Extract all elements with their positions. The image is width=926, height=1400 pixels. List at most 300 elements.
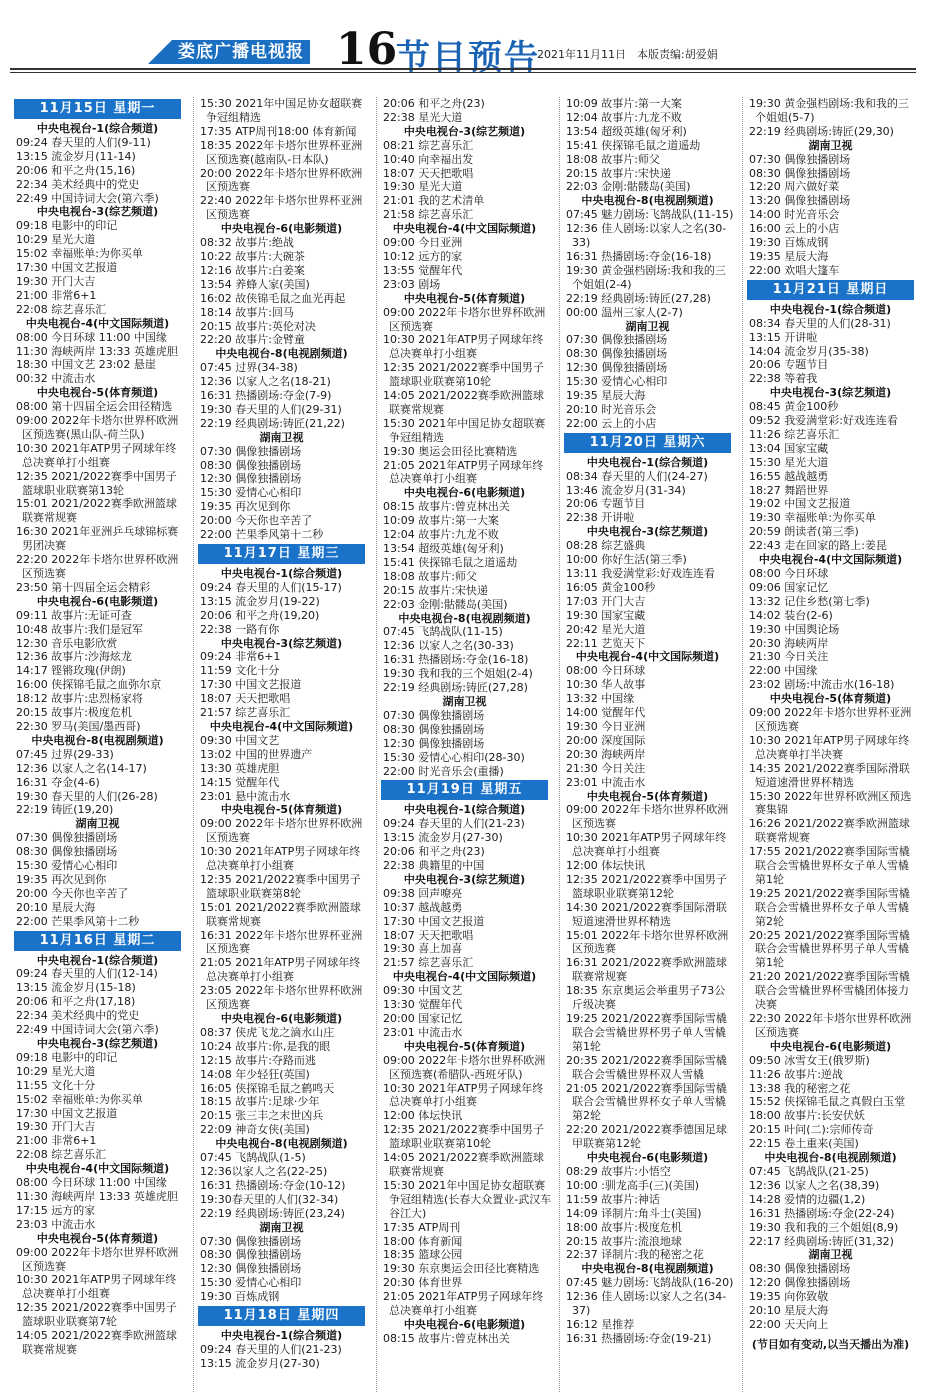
program-listing: 14:05 2021/2022赛季欧洲篮球联赛常规赛 — [16, 1329, 177, 1356]
program-listing: 13:32 记住乡愁(第七季) — [749, 594, 870, 608]
program-listing: 21:30 今日关注 — [566, 761, 646, 775]
program-listing: 14:35 2021/2022赛季国际滑联短道速滑世界杯精选 — [749, 761, 910, 789]
program-listing: 09:24 春天里的人们(21-23) — [383, 817, 525, 831]
program-listing: 18:00 故事片:极度危机 — [566, 1220, 682, 1234]
program-listing: 10:40 向幸福出发 — [383, 152, 474, 166]
program-listing: 00:32 中流击水 — [16, 372, 96, 386]
channel-heading: 中央电视台-8(电视剧频道) — [764, 1151, 897, 1165]
program-listing: 13:04 国家宝藏 — [749, 441, 829, 455]
program-listing: 09:00 2022年卡塔尔世界杯亚洲区预选赛 — [749, 706, 912, 733]
program-listing: 20:59 朗读者(第三季) — [749, 525, 859, 539]
program-listing: 19:30 开门大吉 — [16, 1120, 96, 1134]
program-listing: 10:30 2021年ATP男子网球年终总决赛单打小组赛 — [16, 441, 177, 469]
program-listing: 22:09 神奇女侠(美国) — [200, 1123, 310, 1137]
program-listing: 20:30 海峡两岸 — [566, 747, 646, 761]
program-listing: 22:38 星光大道 — [383, 110, 463, 124]
program-listing: 19:30 奥运会田径比赛精选 — [383, 444, 518, 458]
program-listing: 15:01 2022年卡塔尔世界杯欧洲区预选赛 — [566, 928, 729, 956]
program-listing: 20:10 时光音乐会 — [566, 402, 657, 416]
program-listing: 09:30 中国文艺 — [383, 984, 463, 998]
program-listing: 15:30 爱情心心相印 — [566, 375, 668, 389]
channel-heading: 中央电视台-1(综合频道) — [769, 302, 892, 316]
program-listing: 10:09 故事片:第一大案 — [383, 514, 499, 528]
program-listing: 17:55 2021/2022赛季国际雪橇联合会雪橇世界杯女子单人雪橇第1轮 — [749, 845, 910, 886]
program-listing: 16:31 夺金(4-6) — [16, 775, 100, 789]
program-listing: 20:15 张三丰之末世凶兵 — [200, 1109, 324, 1123]
program-listing: 18:14 故事片:回马 — [200, 305, 294, 319]
program-listing: 12:30 偶像独播剧场 — [200, 1262, 302, 1276]
program-listing: 16:31 2022年卡塔尔世界杯亚洲区预选赛 — [200, 928, 363, 956]
program-listing: 07:45 魅力剧场:飞鹄战队(16-20) — [566, 1276, 734, 1290]
schedule-note: (节目如有变动,以当天播出为准) — [751, 1337, 910, 1351]
program-listing: 09:24 春天里的人们(9-11) — [16, 135, 151, 149]
program-listing: 20:35 2021/2022赛季国际雪橇联合会雪橇世界杯双人雪橇 — [566, 1053, 727, 1081]
program-listing: 07:30 偶像独播剧场 — [566, 333, 668, 347]
program-listing: 20:15 故事片:英伦对决 — [200, 319, 316, 333]
program-listing: 14:00 觉醒年代 — [566, 706, 646, 720]
program-listing: 21:05 2021/2022赛季国际雪橇联合会雪橇世界杯女子单人雪橇第2轮 — [566, 1081, 727, 1123]
program-listing: 22:15 卷土重来(美国) — [749, 1137, 859, 1151]
program-listing: 10:30 2021年ATP男子网球年终总决赛单打小组赛 — [383, 1081, 544, 1109]
program-listing: 08:00 今日环球 11:00 中国缘 — [16, 330, 167, 344]
program-listing: 08:30 偶像独播剧场 — [383, 722, 485, 736]
schedule-column — [376, 97, 552, 1392]
program-listing: 10:00 :驯龙高手(三)(美国) — [566, 1178, 700, 1192]
program-listing: 19:35 星辰大海 — [566, 389, 646, 403]
program-listing: 19:30 喜上加喜 — [383, 942, 463, 956]
schedule-column — [559, 97, 735, 1392]
channel-heading: 中央电视台-3(综艺频道) — [403, 872, 526, 886]
program-listing: 14:09 译制片:角斗士(美国) — [566, 1206, 702, 1220]
program-listing: 16:05 侠探锦毛鼠之鹤鸣天 — [200, 1081, 335, 1095]
channel-heading: 湖南卫视 — [259, 430, 304, 444]
program-listing: 22:20 2022年卡塔尔世界杯欧洲区预选赛 — [16, 553, 179, 580]
channel-heading: 中央电视台-3(综艺频道) — [220, 636, 343, 650]
program-listing: 10:30 2021年ATP男子网球年终总决赛单打小组赛 — [383, 333, 544, 361]
program-listing: 09:50 冰雪女王(俄罗斯) — [749, 1053, 870, 1067]
channel-heading: 中央电视台-6(电影频道) — [220, 1012, 343, 1025]
program-listing: 21:05 2021年ATP男子网球年终总决赛单打小组赛 — [383, 458, 544, 486]
program-listing: 15:41 侠探锦毛鼠之道遥劫 — [566, 138, 701, 152]
program-listing: 12:00 体坛快讯 — [566, 859, 646, 873]
program-listing: 18:00 体育新闻 — [383, 1234, 463, 1248]
channel-heading: 中央电视台-5(体育频道) — [586, 789, 709, 803]
channel-heading: 中央电视台-1(综合频道) — [220, 1329, 343, 1343]
program-listing: 23:03 剧场 — [383, 277, 441, 291]
channel-heading: 中央电视台-8(电视剧频道) — [581, 1262, 714, 1276]
program-listing: 12:04 故事片:九龙不败 — [383, 528, 499, 542]
program-listing: 07:30 偶像独播剧场 — [749, 152, 851, 166]
program-listing: 11:26 故事片:逆战 — [749, 1067, 843, 1081]
program-listing: 22:34 美术经典中的党史 — [16, 1009, 140, 1023]
program-listing: 11:59 文化十分 — [200, 664, 280, 678]
program-listing: 11:59 故事片:神话 — [566, 1192, 660, 1206]
program-listing: 17:30 中国文艺报道 — [383, 914, 485, 928]
day-header: 11月20日 星期六 — [564, 433, 731, 453]
program-listing: 09:24 春天里的人们(15-17) — [200, 580, 342, 594]
program-listing: 19:35 星辰大海 — [749, 249, 829, 263]
program-listing: 19:30 春天里的人们(29-31) — [200, 402, 342, 416]
program-listing: 00:00 温州三家人(2-7) — [566, 305, 683, 319]
program-listing: 19:30春天里的人们(32-34) — [200, 1192, 339, 1206]
program-listing: 22:08 综艺喜乐汇 — [16, 1148, 107, 1162]
program-listing: 08:30 偶像独播剧场 — [749, 166, 851, 180]
channel-heading: 中央电视台-5(体育频道) — [403, 291, 526, 305]
program-listing: 22:08 综艺喜乐汇 — [16, 302, 107, 316]
program-listing: 12:35 2021/2022赛季中国男子篮球职业联赛第10轮 — [383, 1123, 544, 1151]
program-listing: 23:05 2022年卡塔尔世界杯欧洲区预选赛 — [200, 984, 363, 1012]
program-listing: 08:00 今日环球 — [566, 664, 646, 678]
program-listing: 10:24 故事片:你,是我的眼 — [200, 1039, 331, 1053]
program-listing: 21:05 2021年ATP男子网球年终总决赛单打小组赛 — [383, 1290, 544, 1318]
schedule-columns — [10, 97, 916, 1392]
program-listing: 10:00 你好生活(第三季) — [566, 553, 687, 567]
program-listing: 19:30 黄金强档剧场:我和我的三个姐姐(2-4) — [566, 263, 726, 291]
program-listing: 07:30 偶像独播剧场 — [16, 831, 118, 845]
program-listing: 14:30 2021/2022赛季国际滑联短道速滑世界杯精选 — [566, 900, 727, 928]
program-listing: 14:05 2021/2022赛季欧洲篮球联赛常规赛 — [383, 1151, 544, 1178]
program-listing: 08:30 偶像独播剧场 — [200, 1248, 302, 1262]
program-listing: 13:46 流金岁月(31-34) — [566, 483, 686, 497]
program-listing: 08:15 故事片:曾克林出关 — [383, 500, 510, 514]
program-listing: 12:35 2021/2022赛季中国男子篮球职业联赛第8轮 — [200, 872, 361, 900]
program-listing: 07:45 魅力剧场:飞鹄战队(11-15) — [566, 208, 734, 222]
program-listing: 23:01 悬中流击水 — [200, 789, 291, 803]
program-listing: 20:06 和平之舟(15,16) — [16, 163, 136, 177]
program-listing: 08:32 故事片:绝战 — [200, 236, 294, 250]
program-listing: 22:38 典籍里的中国 — [383, 859, 485, 873]
program-listing: 09:18 电影中的印记 — [16, 1050, 118, 1064]
program-listing: 20:00 2022年卡塔尔世界杯欧洲区预选赛 — [200, 166, 363, 194]
day-header: 11月16日 星期二 — [14, 931, 181, 951]
program-listing: 20:25 2021/2022赛季国际雪橇联合会雪橇世界杯男子单人雪橇第1轮 — [749, 928, 910, 970]
program-listing: 19:30 国家宝藏 — [566, 608, 646, 622]
page-number: 16 — [336, 24, 398, 75]
channel-heading: 中央电视台-4(中文国际频道) — [392, 222, 537, 236]
program-listing: 20:06 和平之舟(17,18) — [16, 995, 136, 1009]
header-rule-thin — [10, 72, 916, 73]
program-listing: 22:38 一路有你 — [200, 622, 280, 636]
program-listing: 20:15 故事片:极度危机 — [16, 706, 132, 720]
day-header: 11月17日 星期三 — [198, 544, 365, 564]
program-listing: 16:55 越战越勇 — [749, 469, 829, 483]
program-listing: 22:17 经典剧场:铸匠(31,32) — [749, 1234, 894, 1248]
program-listing: 22:49 中国诗词大会(第六季) — [16, 1023, 159, 1037]
program-listing: 16:30 2021年亚洲乒乓球锦标赛男团决赛 — [16, 525, 179, 553]
channel-heading: 中央电视台-8(电视剧频道) — [215, 347, 348, 361]
header-rule — [10, 68, 916, 70]
program-listing: 16:31 热播剧场:夺金(16-18) — [383, 653, 529, 667]
channel-heading: 中央电视台-3(综艺频道) — [36, 205, 159, 219]
channel-heading: 湖南卫视 — [808, 138, 853, 152]
program-listing: 22:00 天天向上 — [749, 1317, 829, 1331]
program-listing: 08:34 春天里的人们(28-31) — [749, 316, 891, 330]
program-listing: 13:38 我的秘密之花 — [749, 1081, 851, 1095]
program-listing: 18:07 天天把歌唱 — [383, 166, 474, 180]
program-listing: 22:34 美术经典中的党史 — [16, 177, 140, 191]
program-listing: 20:15 故事片:宋快递 — [566, 166, 671, 180]
program-listing: 11:30 海峡两岸 13:33 英雄虎胆 — [16, 1189, 178, 1203]
program-listing: 20:00 今天你也辛苦了 — [16, 886, 129, 900]
program-listing: 13:54 超级英雄(匈牙利) — [566, 124, 687, 138]
channel-heading: 中央电视台-6(电影频道) — [36, 594, 159, 608]
program-listing: 16:02 故侠锦毛鼠之血光再起 — [200, 291, 346, 305]
program-listing: 19:30 幸福账单:为你买单 — [749, 511, 876, 525]
program-listing: 08:34 春天里的人们(24-27) — [566, 469, 708, 483]
program-listing: 15:02 幸福账单:为你买单 — [16, 247, 143, 261]
program-listing: 20:10 星辰大海 — [749, 1304, 829, 1318]
channel-heading: 中央电视台-1(综合频道) — [220, 567, 343, 580]
program-listing: 18:07 天天把歌唱 — [383, 928, 474, 942]
channel-heading: 中央电视台-6(电影频道) — [403, 1317, 526, 1331]
program-listing: 22:00 欢唱大篷车 — [749, 263, 840, 277]
program-listing: 10:30 华人故事 — [566, 678, 646, 692]
program-listing: 19:30 黄金强档剧场:我和我的三个姐姐(5-7) — [749, 97, 909, 124]
program-listing: 11:30 海峡两岸 13:33 英雄虎胆 — [16, 344, 178, 358]
schedule-column — [742, 97, 918, 1392]
program-listing: 07:45 过界(29-33) — [16, 747, 114, 761]
channel-heading: 中央电视台-6(电影频道) — [769, 1039, 892, 1053]
program-listing: 12:16 故事片:白姜案 — [200, 263, 305, 277]
program-listing: 20:15 故事片:流浪地球 — [566, 1234, 682, 1248]
program-listing: 22:11 艺览天下 — [566, 636, 646, 650]
program-listing: 12:35 2021/2022赛季中国男子篮球职业联赛第13轮 — [16, 469, 177, 497]
channel-heading: 中央电视台-5(体育频道) — [403, 1039, 526, 1053]
program-listing: 17:30 中国文艺报道 — [200, 678, 302, 692]
section-title: 节目预告 — [396, 38, 540, 78]
program-listing: 16:31 热播剧场:夺金(16-18) — [566, 249, 712, 263]
program-listing: 09:52 我爱满堂彩:好戏连连看 — [749, 414, 898, 428]
program-listing: 21:58 综艺喜乐汇 — [383, 208, 474, 222]
program-listing: 22:43 走在回家的路上:姜昆 — [749, 539, 887, 553]
program-listing: 18:35 2022年卡塔尔世界杯亚洲区预选赛(越南队-日本队) — [200, 138, 363, 166]
program-listing: 13:15 流金岁月(15-18) — [16, 981, 136, 995]
program-listing: 22:19 铸匠(19,20) — [16, 803, 114, 817]
program-listing: 08:00 今日环球 11:00 中国缘 — [16, 1176, 167, 1190]
program-listing: 22:20 故事片:金臂童 — [200, 333, 305, 347]
program-listing: 12:36 佳人剧场:以家人之名(34-37) — [566, 1290, 727, 1318]
program-listing: 10:09 故事片:第一大案 — [566, 97, 682, 110]
program-listing: 22:49 中国诗词大会(第六季) — [16, 191, 159, 205]
program-listing: 15:30 2021年中国足协女超联赛争冠组精选(长春大众置业-武汉车谷江大) — [383, 1178, 552, 1220]
program-listing: 08:30 偶像独播剧场 — [749, 1262, 851, 1276]
channel-heading: 湖南卫视 — [442, 694, 487, 708]
program-listing: 13:32 中国缘 — [566, 692, 635, 706]
program-listing: 18:08 故事片:师父 — [383, 569, 477, 583]
program-listing: 19:30 百炼成钢 — [200, 1290, 280, 1304]
program-listing: 18:12 故事片:忠烈杨家将 — [16, 692, 143, 706]
program-listing: 13:30 英雄虎胆 — [200, 761, 280, 775]
program-listing: 20:30 海峡两岸 — [749, 636, 829, 650]
program-listing: 19:30 百炼成钢 — [749, 236, 829, 250]
program-listing: 08:29 故事片:小悟空 — [566, 1164, 671, 1178]
program-listing: 07:45 过界(34-38) — [200, 361, 298, 375]
program-listing: 13:54 超级英雄(匈牙利) — [383, 542, 504, 555]
program-listing: 08:00 第十四届全运会田径精选 — [16, 400, 173, 414]
program-listing: 16:00 侠探锦毛鼠之血弥尔京 — [16, 678, 162, 692]
program-listing: 09:38 回声嘹亮 — [383, 886, 463, 900]
program-listing: 10:30 2021年ATP男子网球年终总决赛单打小组赛 — [16, 1273, 177, 1301]
program-listing: 10:29 星光大道 — [16, 1064, 96, 1078]
program-listing: 17:30 中国文艺报道 — [16, 1106, 118, 1120]
program-listing: 22:37 译制片:我的秘密之花 — [566, 1248, 704, 1262]
program-listing: 15:02 幸福账单:为你买单 — [16, 1092, 143, 1106]
program-listing: 22:20 2021/2022赛季德国足球甲联赛第12轮 — [566, 1123, 727, 1151]
program-listing: 23:02 剧场:中流击水(16-18) — [749, 678, 895, 692]
program-listing: 10:37 越战越勇 — [383, 900, 463, 914]
program-listing: 12:36 故事片:沙海炫龙 — [16, 650, 132, 664]
program-listing: 23:03 中流击水 — [16, 1217, 96, 1231]
program-listing: 07:45 飞鹄战队(1-5) — [200, 1151, 306, 1165]
program-listing: 22:30 2022年卡塔尔世界杯欧洲区预选赛 — [749, 1012, 912, 1039]
day-header: 11月21日 星期日 — [747, 280, 914, 300]
program-listing: 20:06 和平之舟(19,20) — [200, 608, 320, 622]
program-listing: 15:30 2021年中国足协女超联赛争冠组精选 — [200, 97, 363, 124]
schedule-column — [10, 97, 185, 1392]
channel-heading: 湖南卫视 — [259, 1220, 304, 1234]
program-listing: 07:30 偶像独播剧场 — [200, 444, 302, 458]
program-listing: 12:36 佳人剧场:以家人之名(30-33) — [566, 222, 727, 250]
program-listing: 14:17 铿锵玫瑰(伊朗) — [16, 664, 126, 678]
program-listing: 09:18 电影中的印记 — [16, 219, 118, 233]
program-listing: 14:04 流金岁月(35-38) — [749, 344, 869, 358]
channel-heading: 湖南卫视 — [75, 817, 120, 831]
program-listing: 14:02 装台(2-6) — [749, 608, 833, 622]
program-listing: 12:30 偶像独播剧场 — [566, 361, 668, 375]
program-listing: 12:30 音乐电影欣赏 — [16, 636, 118, 650]
program-listing: 17:30 中国文艺报道 — [16, 261, 118, 275]
program-listing: 15:30 爱情心心相印(28-30) — [383, 750, 525, 764]
program-listing: 08:30 偶像独播剧场 — [16, 845, 118, 859]
program-listing: 23:50 第十四届全运会精彩 — [16, 580, 151, 594]
program-listing: 21:00 非常6+1 — [16, 1134, 97, 1148]
program-listing: 22:19 经典剧场:铸匠(27,28) — [383, 681, 528, 695]
program-listing: 12:36 以家人之名(18-21) — [200, 375, 331, 389]
program-listing: 07:45 飞鹄战队(21-25) — [749, 1164, 869, 1178]
program-listing: 20:00 今天你也辛苦了 — [200, 514, 313, 528]
channel-heading: 湖南卫视 — [808, 1248, 853, 1262]
program-listing: 08:00 今日环球 — [749, 567, 829, 580]
program-listing: 13:15 流金岁月(27-30) — [200, 1356, 320, 1370]
program-listing: 10:30 2021年ATP男子网球年终总决赛单打半决赛 — [749, 733, 910, 761]
program-listing: 21:05 2021年ATP男子网球年终总决赛单打小组赛 — [200, 956, 361, 984]
program-listing: 21:01 我的艺术清单 — [383, 194, 485, 208]
program-listing: 12:04 故事片:九龙不败 — [566, 110, 682, 124]
channel-heading: 中央电视台-4(中文国际频道) — [392, 970, 537, 984]
channel-heading: 中央电视台-4(中文国际频道) — [25, 316, 170, 330]
program-listing: 14:05 2021/2022赛季欧洲篮球联赛常规赛 — [383, 389, 544, 416]
program-listing: 10:29 星光大道 — [16, 233, 96, 247]
program-listing: 13:11 我爱满堂彩:好戏连连看 — [566, 567, 715, 580]
program-listing: 18:00 故事片:长安伏妖 — [749, 1109, 865, 1123]
program-listing: 12:15 故事片:夺路而逃 — [200, 1053, 316, 1067]
program-listing: 15:01 2021/2022赛季欧洲篮球联赛常规赛 — [200, 900, 361, 928]
program-listing: 09:00 2022年卡塔尔世界杯欧洲区预选赛 — [383, 305, 546, 333]
channel-heading: 中央电视台-3(综艺频道) — [769, 386, 892, 400]
program-listing: 11:55 文化十分 — [16, 1078, 96, 1092]
program-listing: 22:19 经典剧场:铸匠(27,28) — [566, 291, 711, 305]
program-listing: 18:35 篮球公园 — [383, 1248, 463, 1262]
program-listing: 16:00 云上的小店 — [749, 222, 840, 236]
program-listing: 15:41 侠探锦毛鼠之道遥劫 — [383, 555, 518, 569]
program-listing: 20:06 和平之舟(23) — [383, 845, 485, 859]
channel-heading: 中央电视台-3(综艺频道) — [586, 525, 709, 539]
program-listing: 19:30 今日亚洲 — [566, 719, 646, 733]
program-listing: 19:02 中国文艺报道 — [749, 497, 851, 511]
channel-heading: 中央电视台-5(体育频道) — [36, 1231, 159, 1245]
program-listing: 23:01 中流击水 — [566, 775, 646, 789]
program-listing: 10:48 故事片:我们是冠军 — [16, 622, 143, 636]
program-listing: 13:55 觉醒年代 — [383, 263, 463, 277]
channel-heading: 中央电视台-4(中文国际频道) — [758, 553, 903, 567]
program-listing: 22:00 中国缘 — [749, 664, 818, 678]
program-listing: 22:40 2022年卡塔尔世界杯亚洲区预选赛 — [200, 194, 363, 222]
program-listing: 18:35 东京奥运会举重男子73公斤级决赛 — [566, 984, 726, 1012]
program-listing: 18:30 中国文艺 23:02 悬崖 — [16, 358, 156, 372]
channel-heading: 中央电视台-1(综合频道) — [586, 455, 709, 469]
program-listing: 12:00 体坛快讯 — [383, 1109, 463, 1123]
program-listing: 12:36 以家人之名(38,39) — [749, 1178, 880, 1192]
channel-heading: 中央电视台-3(综艺频道) — [36, 1037, 159, 1050]
program-listing: 22:00 芒果季风第十二秒 — [16, 914, 140, 928]
program-listing: 22:19 经典剧场:铸匠(29,30) — [749, 124, 894, 138]
program-listing: 16:26 2021/2022赛季欧洲篮球联赛常规赛 — [749, 817, 910, 845]
day-header: 11月19日 星期五 — [381, 780, 548, 800]
program-listing: 19:30 我和我的三个姐姐(8,9) — [749, 1220, 899, 1234]
program-listing: 22:19 经典剧场:铸匠(23,24) — [200, 1206, 345, 1220]
program-listing: 09:00 今日亚洲 — [383, 236, 463, 250]
program-listing: 18:08 故事片:师父 — [566, 152, 660, 166]
masthead — [0, 0, 926, 86]
program-listing: 19:25 2021/2022赛季国际雪橇联合会雪橇世界杯女子单人雪橇第2轮 — [749, 886, 910, 928]
program-listing: 08:30 偶像独播剧场 — [200, 458, 302, 472]
channel-heading: 中央电视台-5(体育频道) — [36, 386, 159, 400]
program-listing: 15:01 2021/2022赛季欧洲篮球联赛常规赛 — [16, 497, 177, 525]
program-listing: 19:30 春天里的人们(26-28) — [16, 789, 158, 803]
program-listing: 22:19 经典剧场:铸匠(21,22) — [200, 416, 345, 430]
program-listing: 21:57 综艺喜乐汇 — [383, 956, 474, 970]
channel-heading: 中央电视台-6(电影频道) — [403, 486, 526, 500]
program-listing: 15:30 星光大道 — [749, 455, 829, 469]
program-listing: 13:20 偶像独播剧场 — [749, 194, 851, 208]
day-header: 11月18日 星期四 — [198, 1306, 365, 1326]
program-listing: 13:15 流金岁月(11-14) — [16, 149, 136, 163]
program-listing: 20:30 体育世界 — [383, 1276, 463, 1290]
program-listing: 10:30 2021年ATP男子网球年终总决赛单打小组赛 — [566, 831, 727, 859]
paper-name-banner: 娄底广播电视报 — [172, 40, 310, 64]
program-listing: 20:15 故事片:宋快递 — [383, 583, 488, 597]
program-listing: 18:27 舞蹈世界 — [749, 483, 829, 497]
program-listing: 14:00 时光音乐会 — [749, 208, 840, 222]
program-listing: 09:24 春天里的人们(21-23) — [200, 1342, 342, 1356]
program-listing: 12:35 2021/2022赛季中国男子篮球职业联赛第7轮 — [16, 1301, 177, 1329]
program-listing: 09:00 2022年卡塔尔世界杯欧洲区预选赛 — [16, 1245, 179, 1273]
program-listing: 14:28 爱情的边疆(1,2) — [749, 1192, 866, 1206]
program-listing: 12:36 以家人之名(14-17) — [16, 761, 147, 775]
channel-heading: 中央电视台-4(中文国际频道) — [575, 650, 720, 664]
program-listing: 13:15 流金岁月(19-22) — [200, 594, 320, 608]
program-listing: 20:15 叶问(二):宗师传奇 — [749, 1123, 874, 1137]
program-listing: 16:05 黄金100秒 — [566, 580, 656, 594]
program-listing: 19:35 再次见到你 — [200, 500, 291, 514]
program-listing: 19:35 再次见到你 — [16, 872, 107, 886]
program-listing: 19:30 开门大吉 — [16, 274, 96, 288]
program-listing: 12:30 偶像独播剧场 — [383, 736, 485, 750]
channel-heading: 中央电视台-4(中文国际频道) — [25, 1162, 170, 1176]
program-listing: 22:03 金刚:骷髅岛(美国) — [566, 180, 691, 194]
program-listing: 12:36以家人之名(22-25) — [200, 1164, 328, 1178]
program-listing: 19:30 中国舆论场 — [749, 622, 840, 636]
